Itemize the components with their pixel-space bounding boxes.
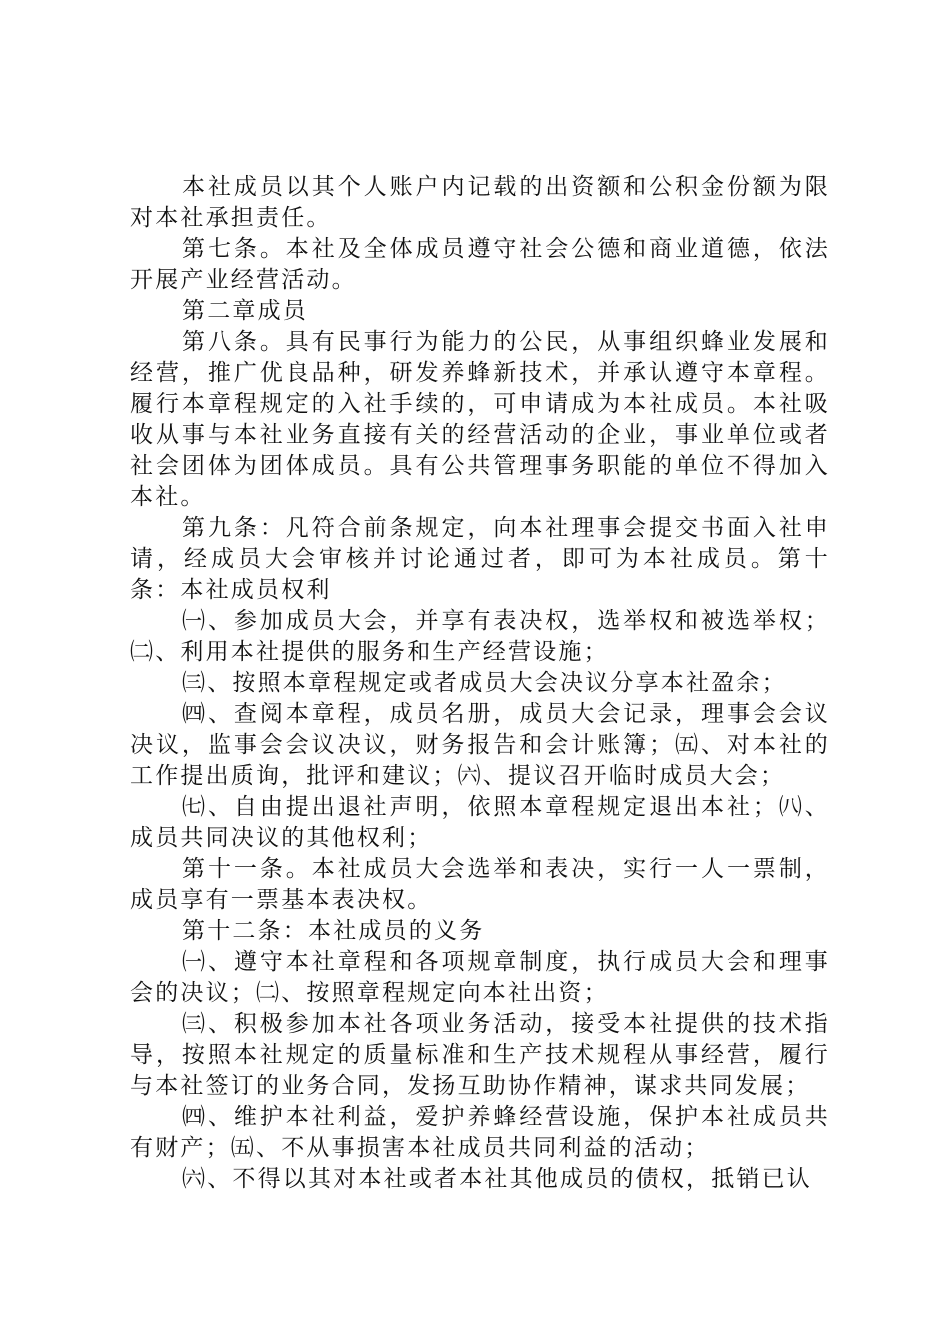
paragraph-article-7: 第七条。本社及全体成员遵守社会公德和商业道德，依法开展产业经营活动。: [130, 236, 830, 293]
document-body: [130, 172, 830, 1195]
rights-item-3: ㈢、按照本章程规定或者成员大会决议分享本社盈余；: [182, 670, 787, 696]
duties-item-6: ㈥、不得以其对本社或者本社其他成员的债权，抵销已认: [182, 1166, 812, 1192]
duties-item-3: ㈢、积极参加本社各项业务活动，接受本社提供的技术指导，按照本社规定的质量标准和生产技术规程从事经营，履行与本社签订的业务合同，发扬互助协作精神，谋求共同发展；: [130, 1011, 830, 1099]
duties-item-4-5: ㈣、维护本社利益，爱护养蜂经营设施，保护本社成员共有财产；㈤、不从事损害本社成员共同利益的活动；: [130, 1104, 830, 1161]
paragraph-article-11: 第十一条。本社成员大会选举和表决，实行一人一票制，成员享有一票基本表决权。: [130, 856, 830, 913]
paragraph-article-8: 第八条。具有民事行为能力的公民，从事组织蜂业发展和经营，推广优良品种，研发养蜂新技术，并承认遵守本章程。履行本章程规定的入社手续的，可申请成为本社成员。本社吸收从事与本社业务直接有关的经营活动的企业，事业单位或者社会团体为团体成员。具有公共管理事务职能的单位不得加入本社。: [130, 329, 830, 510]
rights-item-1-2: ㈠、参加成员大会，并享有表决权，选举权和被选举权；㈡、利用本社提供的服务和生产经营设施；: [130, 608, 830, 665]
chapter-2-heading: 第二章成员: [182, 298, 308, 324]
rights-item-7-8: ㈦、自由提出退社声明，依照本章程规定退出本社；㈧、成员共同决议的其他权利；: [130, 794, 830, 851]
rights-item-4-6: ㈣、查阅本章程，成员名册，成员大会记录，理事会会议决议，监事会会议决议，财务报告和会计账簿；㈤、对本社的工作提出质询，批评和建议；㈥、提议召开临时成员大会；: [130, 701, 830, 789]
paragraph-liability: 本社成员以其个人账户内记载的出资额和公积金份额为限对本社承担责任。: [130, 174, 830, 231]
paragraph-article-9: 第九条：凡符合前条规定，向本社理事会提交书面入社申请，经成员大会审核并讨论通过者，即可为本社成员。第十条：本社成员权利: [130, 515, 830, 603]
paragraph-article-12: 第十二条：本社成员的义务: [182, 918, 485, 944]
duties-item-1-2: ㈠、遵守本社章程和各项规章制度，执行成员大会和理事会的决议；㈡、按照章程规定向本社出资；: [130, 949, 830, 1006]
